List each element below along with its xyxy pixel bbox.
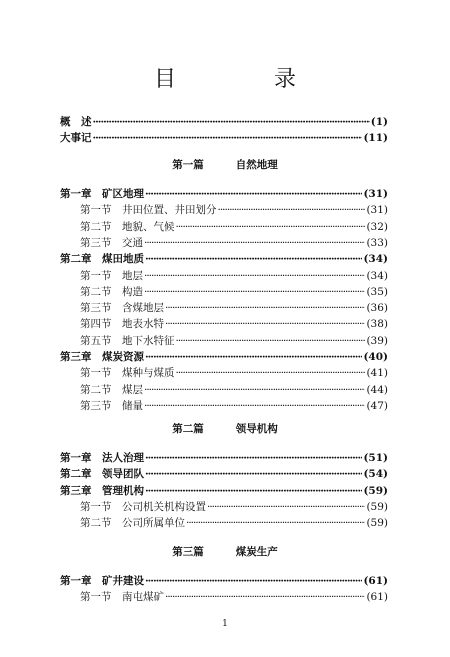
toc-entry-label	[60, 450, 144, 465]
toc-entry-prefix: 概 述	[60, 116, 92, 128]
part-name: 自然地理	[235, 159, 278, 171]
part-name: 煤炭生产	[235, 546, 278, 558]
toc-entry[interactable]	[80, 316, 388, 330]
toc-entry-prefix: 第二节	[80, 285, 112, 298]
toc-entry[interactable]	[80, 515, 388, 529]
toc-entry-label	[80, 589, 164, 604]
toc-entry-prefix: 第三节	[80, 399, 112, 412]
toc-entry[interactable]	[80, 499, 388, 513]
toc-leader-dots	[176, 367, 366, 379]
toc-entry-page: (61)	[363, 575, 388, 587]
toc-entry-label	[80, 268, 143, 283]
toc-entry-spacer	[112, 270, 123, 282]
toc-entry-label	[80, 202, 217, 217]
toc-entry-name: 公司机关机构设置	[122, 500, 206, 513]
toc-entry-prefix: 第三节	[80, 236, 112, 249]
toc-leader-dots	[144, 400, 365, 412]
toc-entry-label	[60, 186, 144, 201]
part-heading	[0, 544, 450, 559]
toc-entry-spacer	[112, 286, 123, 298]
toc-entry-spacer	[92, 188, 103, 200]
toc-entry-prefix: 第一章	[60, 188, 92, 200]
toc-entry-name: 煤层	[122, 383, 143, 396]
page-number: 1	[222, 619, 228, 629]
toc-entry-prefix: 第一节	[80, 204, 112, 217]
toc-entry-page: (39)	[366, 334, 388, 347]
toc-entry[interactable]	[60, 114, 388, 128]
toc-entry-prefix: 第一节	[80, 500, 112, 513]
part-heading	[0, 421, 450, 436]
toc-entry-prefix: 第三章	[60, 351, 92, 363]
toc-entry-spacer	[112, 501, 123, 513]
toc-entry-page: (34)	[366, 269, 388, 282]
toc-entry-name: 储量	[122, 399, 143, 412]
toc-entry-page: (61)	[366, 591, 388, 604]
toc-leader-dots	[176, 335, 366, 347]
toc-entry-name: 构造	[122, 285, 143, 298]
toc-entry-spacer	[92, 485, 103, 497]
toc-entry-page: (34)	[363, 253, 388, 266]
toc-entry-prefix: 第一节	[80, 269, 112, 282]
toc-entry-label	[80, 333, 175, 348]
page-title: 目 录	[153, 67, 334, 92]
toc-entry-name: 地下水特征	[122, 334, 175, 347]
toc-entry-label	[80, 382, 143, 397]
toc-entry-prefix: 第二节	[80, 220, 112, 233]
toc-entry[interactable]	[60, 130, 388, 144]
toc-entry-page: (31)	[363, 188, 388, 200]
toc-entry-label	[60, 251, 144, 266]
toc-entry-spacer	[112, 517, 123, 529]
toc-leader-dots	[165, 302, 365, 314]
toc-entry-spacer	[112, 335, 123, 347]
toc-entry-prefix: 第一章	[60, 575, 92, 587]
toc-entry[interactable]	[60, 450, 388, 464]
toc-leader-dots	[218, 204, 366, 216]
toc-entry-spacer	[112, 400, 123, 412]
toc-entry-name: 地貌、气候	[122, 220, 175, 233]
part-heading	[0, 157, 450, 172]
toc-entry-name: 法人治理	[102, 452, 144, 464]
toc-entry-spacer	[112, 302, 123, 314]
toc-entry-label	[80, 316, 164, 331]
toc-leader-dots	[145, 575, 362, 587]
toc-entry-prefix: 第五节	[80, 334, 112, 347]
toc-entry-label	[80, 499, 206, 514]
toc-entry[interactable]	[80, 333, 388, 347]
toc-entry-prefix: 第二节	[80, 383, 112, 396]
toc-entry[interactable]	[80, 219, 388, 233]
toc-entry[interactable]	[80, 589, 388, 603]
toc-entry[interactable]	[60, 186, 388, 200]
toc-entry-page: (59)	[366, 517, 388, 530]
toc-entry-page: (35)	[366, 285, 388, 298]
toc-entry-label	[60, 349, 144, 364]
toc-entry-label	[60, 130, 92, 145]
toc-entry-page: (47)	[366, 399, 388, 412]
toc-entry-name: 领导团队	[102, 468, 144, 481]
toc-leader-dots	[93, 132, 363, 144]
toc-entry-label	[80, 398, 143, 413]
toc-leader-dots	[145, 253, 362, 265]
toc-entry-label	[60, 114, 92, 129]
toc-entry-prefix: 第二章	[60, 468, 92, 481]
toc-entry-spacer	[92, 351, 103, 363]
toc-entry-spacer	[112, 591, 123, 603]
toc-entry[interactable]	[60, 483, 388, 497]
toc-entry-label	[60, 573, 144, 588]
toc-entry[interactable]	[80, 268, 388, 282]
toc-entry-page: (11)	[363, 132, 388, 145]
toc-leader-dots	[144, 286, 365, 298]
toc-leader-dots	[165, 318, 365, 330]
toc-entry-spacer	[112, 221, 123, 233]
toc-entry-page: (32)	[366, 220, 388, 233]
toc-entry-prefix: 第一节	[80, 367, 112, 380]
toc-leader-dots	[207, 501, 365, 513]
toc-entry[interactable]	[60, 251, 388, 265]
toc-entry-spacer	[112, 237, 123, 249]
toc-entry-name: 井田位置、井田划分	[122, 204, 217, 217]
toc-entry[interactable]	[80, 300, 388, 314]
toc-entry-name: 煤田地质	[102, 253, 144, 266]
toc-leader-dots	[144, 237, 365, 249]
toc-entry[interactable]	[80, 284, 388, 298]
toc-entry-name: 地表水特	[122, 318, 164, 331]
toc-entry-page: (51)	[363, 452, 388, 464]
toc-leader-dots	[145, 468, 362, 480]
toc-entry-prefix: 第一节	[80, 591, 112, 604]
toc-entry-page: (40)	[363, 351, 388, 363]
toc-entry-page: (33)	[366, 236, 388, 249]
toc-entry-page: (59)	[366, 500, 388, 513]
toc-leader-dots	[144, 270, 365, 282]
toc-leader-dots	[186, 517, 365, 529]
toc-entry-prefix: 第一章	[60, 452, 92, 464]
toc-entry-spacer	[92, 452, 103, 464]
toc-entry-prefix: 第二节	[80, 517, 112, 530]
toc-entry-name: 矿井建设	[102, 575, 144, 587]
toc-entry-label	[80, 365, 175, 380]
toc-entry[interactable]	[80, 202, 388, 216]
toc-entry-spacer	[92, 575, 103, 587]
toc-entry-name: 含煤地层	[122, 302, 164, 315]
part-number: 第二篇	[172, 423, 204, 435]
toc-entry-spacer	[92, 253, 103, 265]
toc-entry-prefix: 大事记	[60, 132, 92, 145]
toc-leader-dots	[145, 485, 362, 497]
toc-entry[interactable]	[80, 382, 388, 396]
toc-leader-dots	[93, 116, 370, 128]
toc-entry-label	[80, 515, 185, 530]
toc-entry-page: (59)	[363, 484, 388, 497]
part-name: 领导机构	[235, 423, 278, 435]
part-number: 第三篇	[172, 546, 204, 558]
toc-entry-name: 交通	[122, 236, 143, 249]
toc-entry[interactable]	[60, 466, 388, 480]
part-number: 第一篇	[172, 159, 204, 171]
toc-entry-page: (54)	[363, 468, 388, 481]
toc-entry-name: 矿区地理	[102, 188, 144, 200]
toc-entry[interactable]	[60, 573, 388, 587]
toc-entry-prefix: 第四节	[80, 318, 112, 331]
toc-entry-label	[80, 284, 143, 299]
toc-leader-dots	[145, 188, 362, 200]
toc-entry-label	[80, 219, 175, 234]
toc-leader-dots	[145, 351, 362, 363]
toc-entry-prefix: 第三节	[80, 302, 112, 315]
toc-entry-page: (38)	[366, 318, 388, 331]
toc-entry-spacer	[92, 468, 103, 480]
toc-entry-name: 煤种与煤质	[122, 367, 175, 380]
toc-entry-spacer	[112, 318, 123, 330]
toc-leader-dots	[145, 452, 362, 464]
toc-entry-name: 南屯煤矿	[122, 591, 164, 604]
toc-leader-dots	[176, 221, 366, 233]
toc-entry-label	[60, 483, 144, 498]
toc-entry-label	[60, 466, 144, 481]
toc-entry-name: 地层	[122, 269, 143, 282]
toc-entry-spacer	[112, 367, 123, 379]
toc-entry-page: (1)	[370, 116, 388, 128]
toc-leader-dots	[144, 384, 365, 396]
toc-entry-page: (31)	[366, 204, 388, 217]
toc-entry-name: 管理机构	[102, 484, 144, 497]
toc-entry[interactable]	[80, 365, 388, 379]
toc-entry-prefix: 第二章	[60, 253, 92, 266]
toc-leader-dots	[165, 591, 365, 603]
toc-entry[interactable]	[60, 349, 388, 363]
toc-entry-name: 公司所属单位	[122, 517, 185, 530]
toc-entry-page: (44)	[366, 383, 388, 396]
toc-entry-name: 煤炭资源	[102, 351, 144, 363]
toc-entry-page: (41)	[366, 367, 388, 380]
toc-entry[interactable]	[80, 235, 388, 249]
toc-entry-label	[80, 235, 143, 250]
toc-entry-spacer	[112, 204, 123, 216]
toc-entry-prefix: 第三章	[60, 484, 92, 497]
toc-entry-spacer	[112, 384, 123, 396]
toc-entry-label	[80, 300, 164, 315]
toc-entry[interactable]	[80, 398, 388, 412]
toc-entry-page: (36)	[366, 302, 388, 315]
